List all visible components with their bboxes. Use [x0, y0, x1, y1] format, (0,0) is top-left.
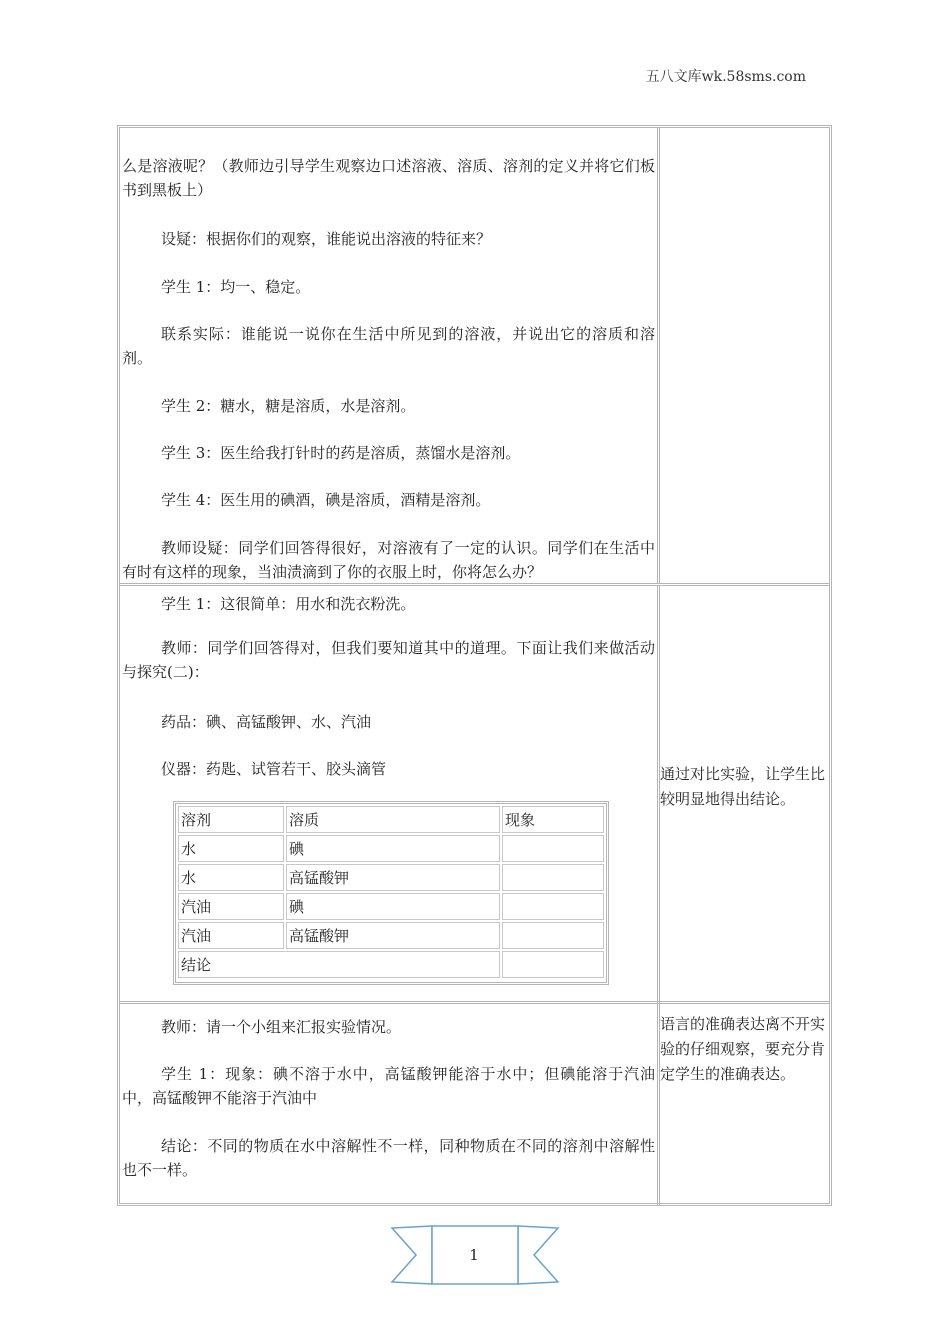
table-header-cell: 现象 [502, 806, 604, 833]
table-row [178, 922, 604, 949]
lesson-row-3 [120, 1001, 829, 1206]
notes-cell [660, 128, 829, 583]
table-cell: 碘 [286, 893, 500, 920]
table-header-cell: 溶剂 [178, 806, 284, 833]
lesson-table [117, 125, 832, 1206]
table-cell [502, 922, 604, 949]
conclusion-label: 结论 [178, 951, 500, 978]
table-cell [502, 864, 604, 891]
paragraph: 学生 4：医生用的碘酒，碘是溶质，酒精是溶剂。 [161, 491, 491, 509]
lesson-row-1 [120, 128, 829, 583]
notes-cell [660, 586, 829, 1004]
table-cell: 水 [178, 835, 284, 862]
table-cell [502, 951, 604, 978]
paragraph: 仪器：药匙、试管若干、胶头滴管 [161, 760, 387, 778]
paragraph: 教师设疑：同学们回答得很好，对溶液有了一定的认识。同学们在生活中有时有这样的现象，当油渍滴到了你的衣服上时，你将怎么办？ [122, 539, 655, 581]
table-cell: 水 [178, 864, 284, 891]
paragraph: 学生 3：医生给我打针时的药是溶质，蒸馏水是溶剂。 [161, 444, 521, 462]
table-conclusion-row [178, 951, 604, 978]
experiment-table [173, 801, 609, 985]
paragraph: 结论：不同的物质在水中溶解性不一样，同种物质在不同的溶剂中溶解性也不一样。 [122, 1137, 655, 1179]
table-row [178, 835, 604, 862]
teaching-note: 语言的准确表达离不开实验的仔细观察，要充分肯定学生的准确表达。 [660, 1015, 826, 1083]
paragraph: 学生 1：这很简单：用水和洗衣粉洗。 [161, 595, 416, 613]
paragraph: 学生 2：糖水，糖是溶质，水是溶剂。 [161, 397, 416, 415]
notes-cell [660, 1004, 829, 1206]
paragraph: 教师：同学们回答得对，但我们要知道其中的道理。下面让我们来做活动与探究(二)： [122, 639, 655, 681]
table-cell: 汽油 [178, 893, 284, 920]
paragraph: 设疑：根据你们的观察，谁能说出溶液的特征来？ [161, 230, 492, 248]
table-cell [502, 893, 604, 920]
table-cell: 高锰酸钾 [286, 864, 500, 891]
table-cell [502, 835, 604, 862]
lesson-content-cell [120, 1004, 660, 1206]
lesson-content-cell [120, 586, 660, 1004]
table-cell: 碘 [286, 835, 500, 862]
page-number: 1 [469, 1246, 479, 1264]
table-header-row [178, 806, 604, 833]
table-row [178, 893, 604, 920]
paragraph: 联系实际：谁能说一说你在生活中所见到的溶液，并说出它的溶质和溶剂。 [122, 325, 655, 367]
table-cell: 高锰酸钾 [286, 922, 500, 949]
paragraph: 么是溶液呢？（教师边引导学生观察边口述溶液、溶质、溶剂的定义并将它们板书到黑板上） [122, 157, 655, 199]
site-header: 五八文库wk.58sms.com [645, 69, 806, 85]
paragraph: 药品：碘、高锰酸钾、水、汽油 [161, 713, 372, 731]
lesson-row-2 [120, 583, 829, 1004]
paragraph: 学生 1：均一、稳定。 [161, 278, 311, 296]
table-row [178, 864, 604, 891]
lesson-content-cell [120, 128, 660, 583]
teaching-note: 通过对比实验，让学生比较明显地得出结论。 [660, 765, 826, 808]
table-cell: 汽油 [178, 922, 284, 949]
paragraph: 学生 1：现象：碘不溶于水中，高锰酸钾能溶于水中；但碘能溶于汽油中，高锰酸钾不能溶于汽油中 [122, 1065, 655, 1107]
paragraph: 教师：请一个小组来汇报实验情况。 [161, 1018, 402, 1036]
table-header-cell: 溶质 [286, 806, 500, 833]
